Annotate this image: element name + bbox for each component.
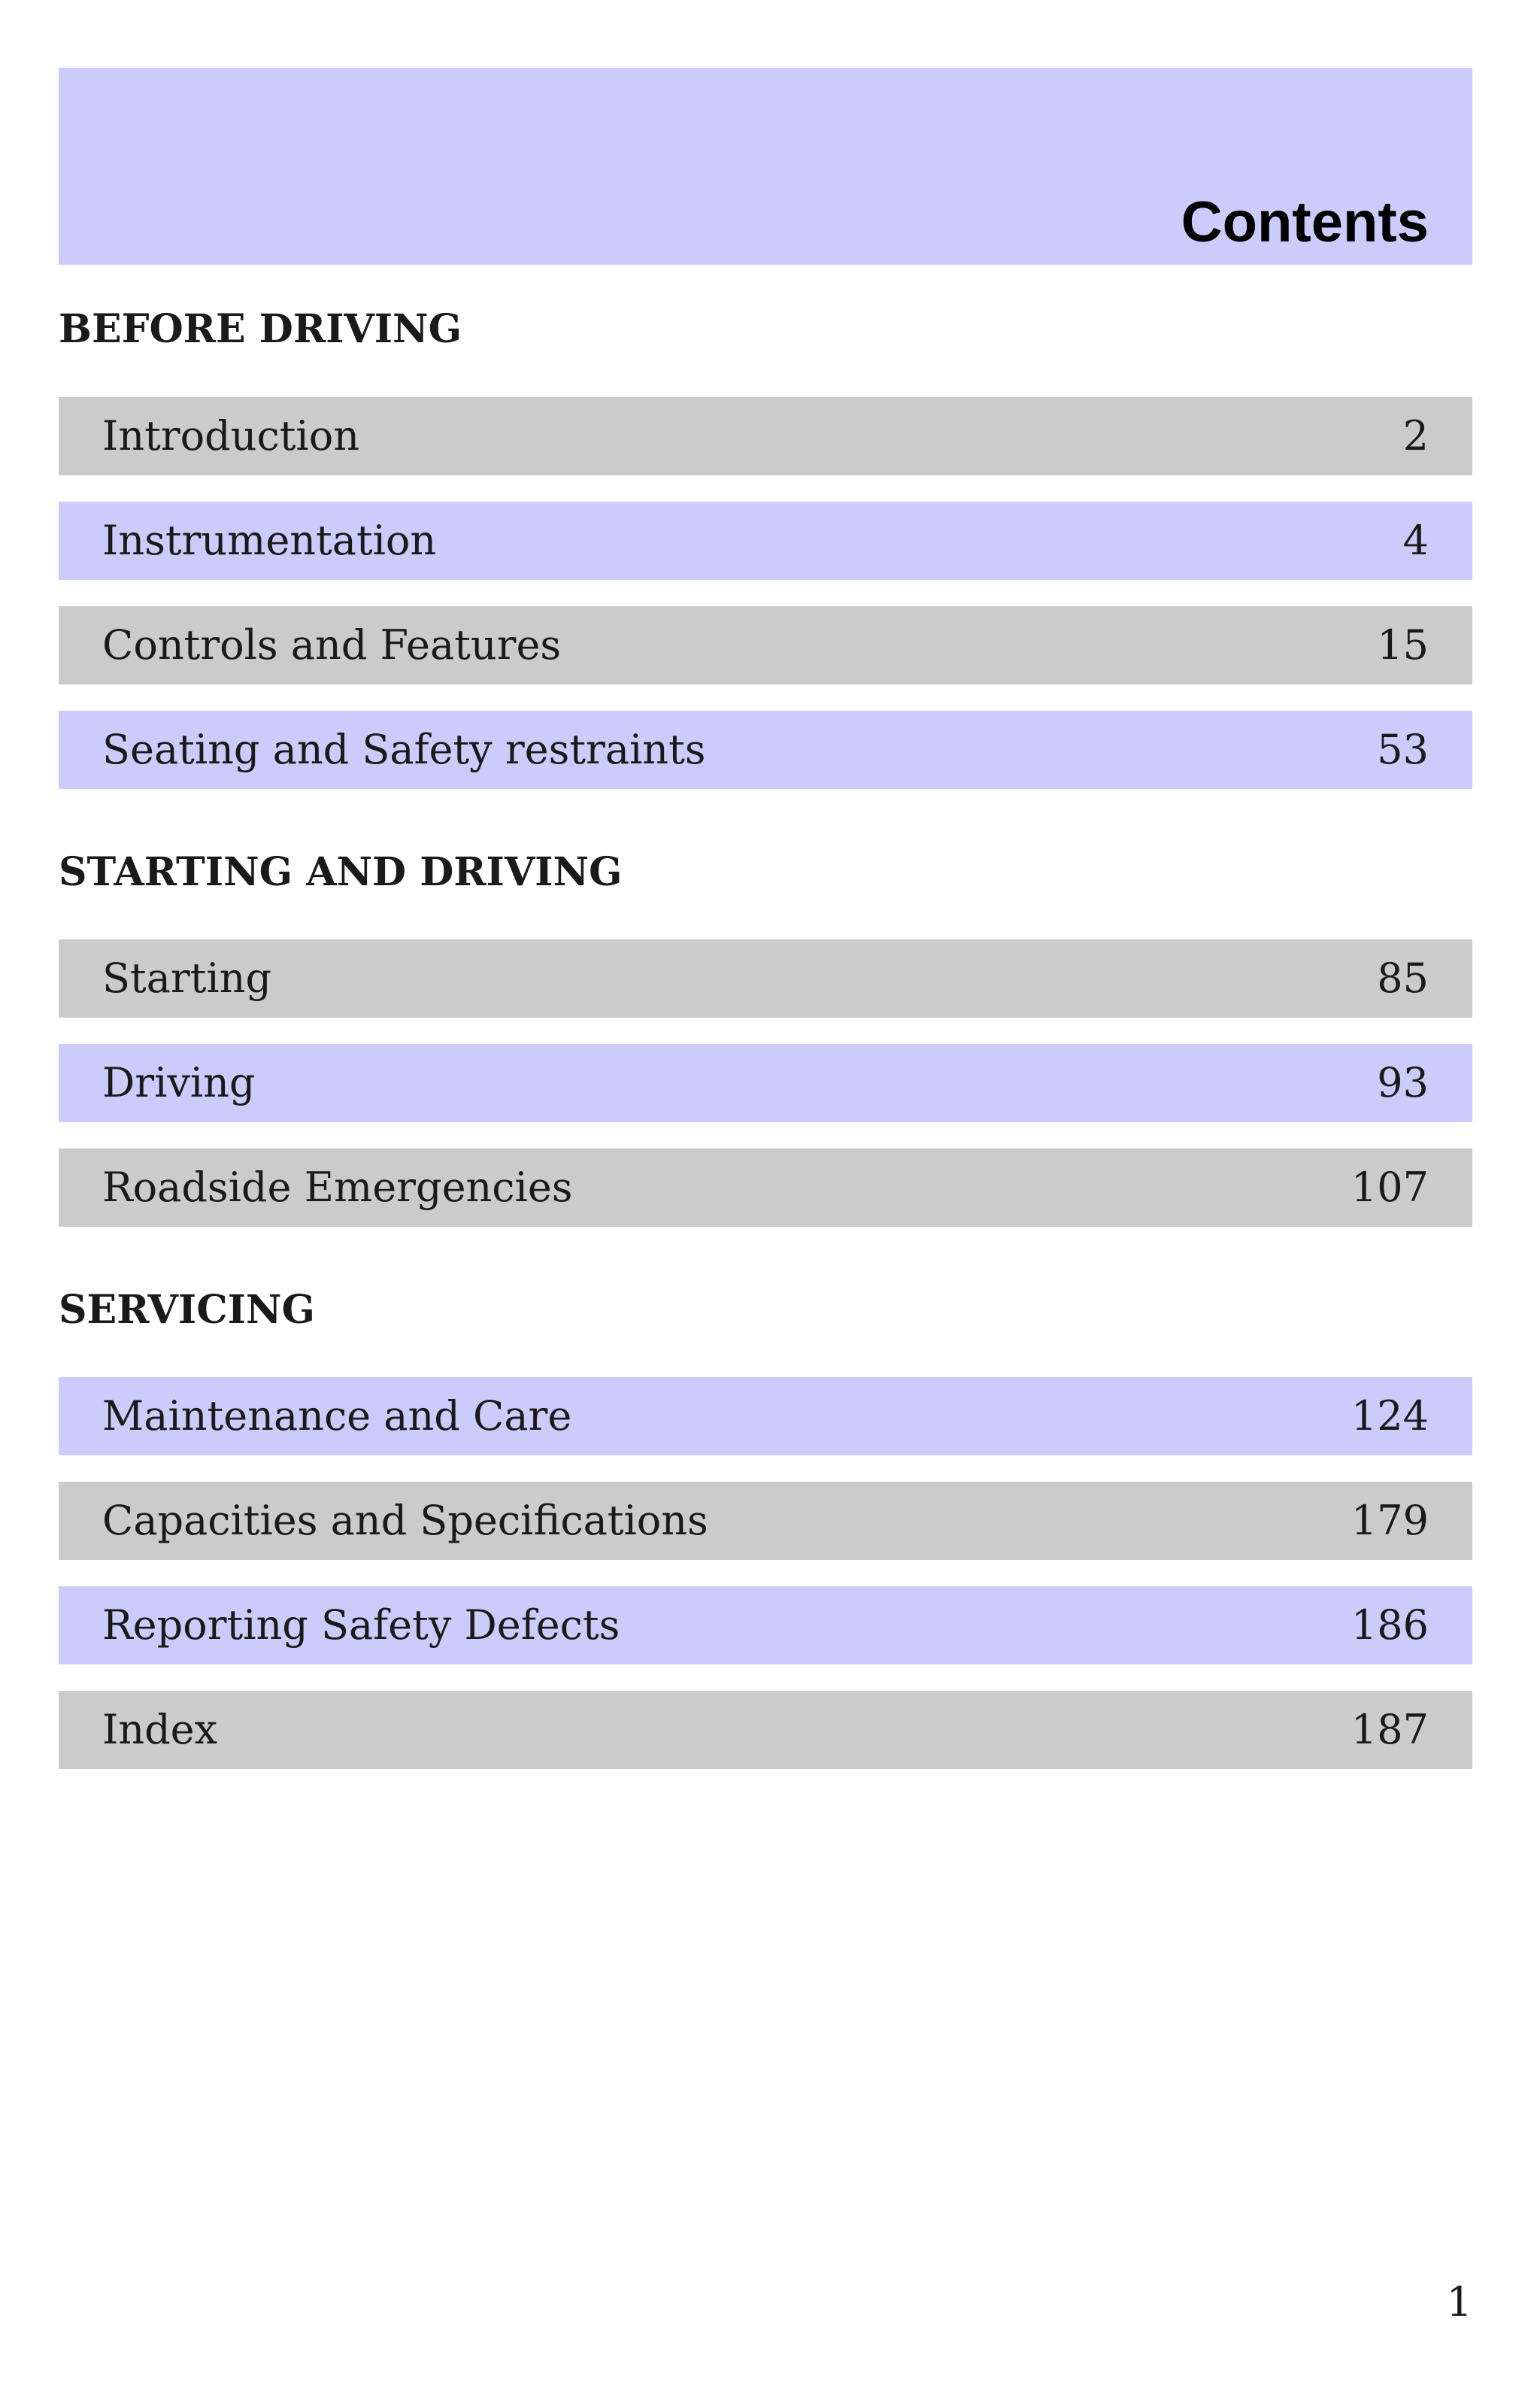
toc-entry-driving[interactable] bbox=[59, 1044, 1472, 1122]
toc-entry-label: Reporting Safety Defects bbox=[102, 1601, 620, 1649]
toc-entry-index[interactable] bbox=[59, 1691, 1472, 1769]
toc-entry-label: Capacities and Specifications bbox=[102, 1497, 708, 1544]
toc-entry-introduction[interactable] bbox=[59, 397, 1472, 475]
toc-entry-page-number: 187 bbox=[1351, 1706, 1429, 1753]
footer-page-number: 1 bbox=[1446, 2278, 1472, 2326]
toc-entry-capacities-and-specifications[interactable] bbox=[59, 1482, 1472, 1560]
section-heading-before-driving: BEFORE DRIVING bbox=[59, 306, 462, 352]
toc-entry-instrumentation[interactable] bbox=[59, 502, 1472, 580]
contents-header-band bbox=[59, 68, 1472, 265]
toc-entry-page-number: 124 bbox=[1351, 1392, 1429, 1440]
toc-entry-maintenance-and-care[interactable] bbox=[59, 1377, 1472, 1455]
toc-entry-page-number: 4 bbox=[1402, 517, 1429, 564]
toc-entry-seating-and-safety-restraints[interactable] bbox=[59, 711, 1472, 789]
toc-entry-label: Roadside Emergencies bbox=[102, 1164, 573, 1211]
toc-entry-page-number: 186 bbox=[1351, 1601, 1429, 1649]
toc-entry-reporting-safety-defects[interactable] bbox=[59, 1586, 1472, 1664]
toc-entry-label: Seating and Safety restraints bbox=[102, 726, 706, 773]
toc-entry-page-number: 93 bbox=[1377, 1059, 1429, 1106]
toc-entry-roadside-emergencies[interactable] bbox=[59, 1149, 1472, 1227]
toc-entry-label: Controls and Features bbox=[102, 621, 562, 669]
section-heading-starting-and-driving: STARTING AND DRIVING bbox=[59, 849, 623, 895]
toc-entry-label: Starting bbox=[102, 954, 272, 1002]
toc-entry-label: Maintenance and Care bbox=[102, 1392, 572, 1440]
toc-entry-label: Instrumentation bbox=[102, 517, 437, 564]
toc-entry-controls-and-features[interactable] bbox=[59, 606, 1472, 684]
section-heading-servicing: SERVICING bbox=[59, 1287, 315, 1333]
toc-entry-starting[interactable] bbox=[59, 939, 1472, 1018]
toc-entry-label: Index bbox=[102, 1706, 218, 1753]
toc-entry-page-number: 107 bbox=[1351, 1164, 1429, 1211]
toc-entry-label: Introduction bbox=[102, 412, 359, 460]
toc-entry-page-number: 53 bbox=[1377, 726, 1429, 773]
toc-entry-page-number: 2 bbox=[1402, 412, 1429, 460]
page-title: Contents bbox=[1181, 190, 1429, 255]
toc-entry-page-number: 85 bbox=[1377, 954, 1429, 1002]
toc-entry-page-number: 15 bbox=[1377, 621, 1429, 669]
toc-entry-label: Driving bbox=[102, 1059, 256, 1106]
toc-entry-page-number: 179 bbox=[1351, 1497, 1429, 1544]
